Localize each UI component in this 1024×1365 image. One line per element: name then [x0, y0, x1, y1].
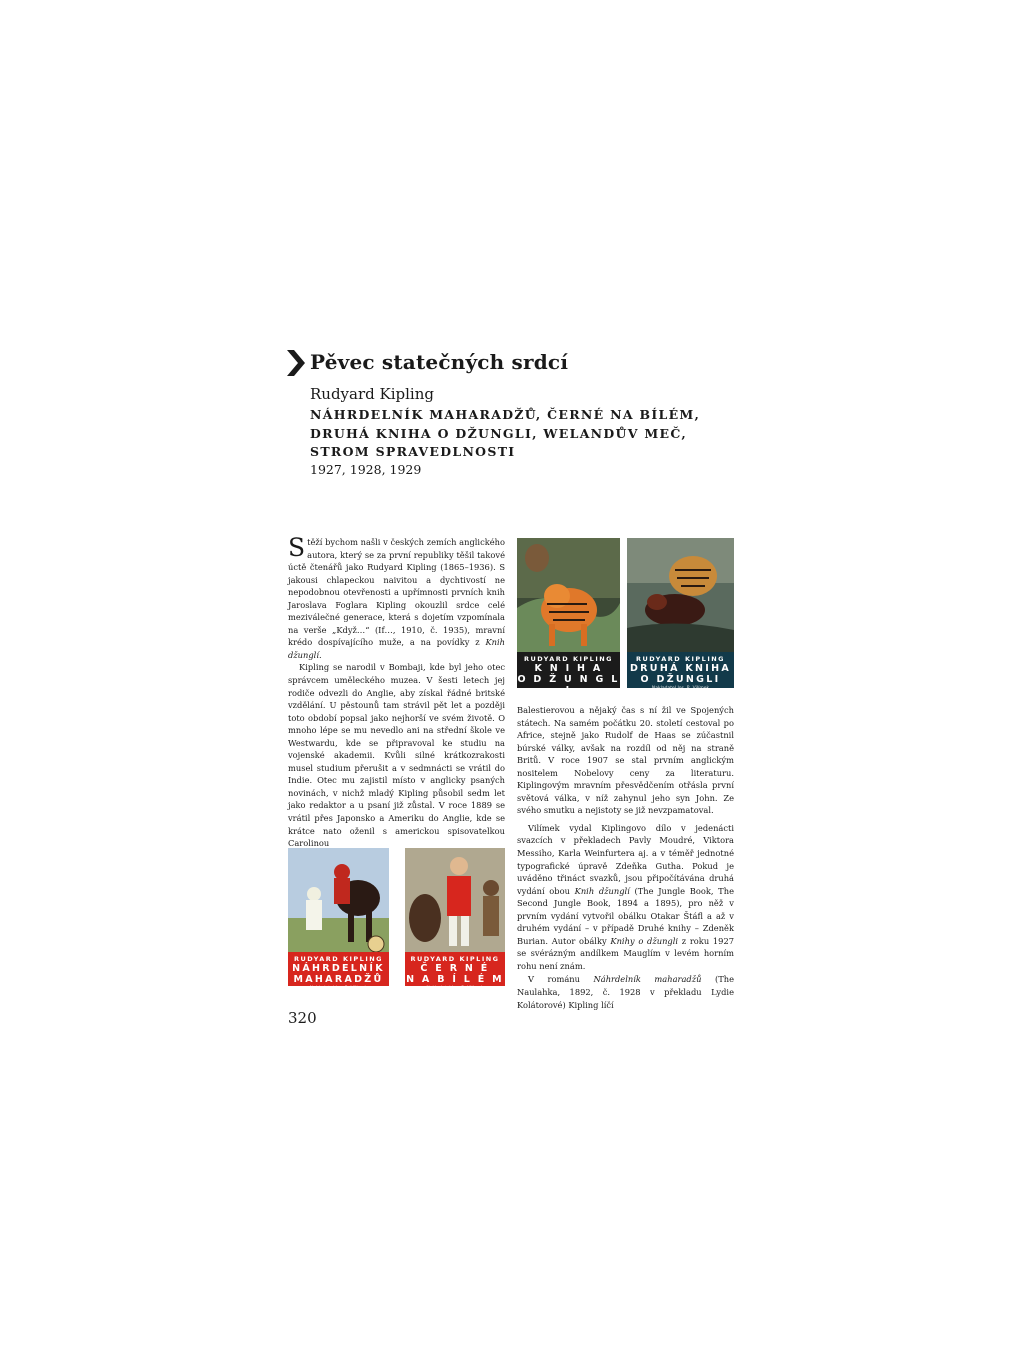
book-cover-nahrdelnik-maharadzu	[288, 848, 389, 991]
book-cover-kniha-o-dzungli	[517, 538, 620, 702]
drop-cap: S	[288, 533, 306, 562]
cover-title-band: RUDYARD KIPLING Č E R N É N A B Í L É M Nakladatel Jos. R. Vilímek	[405, 952, 505, 986]
riders-illustration	[288, 848, 389, 954]
book-titles-line: DRUHÁ KNIHA O DŽUNGLI, WELANDŮV MEČ,	[310, 426, 688, 441]
page-number: 320	[288, 1009, 317, 1027]
cover-title-band: RUDYARD KIPLING DRUHÁ KNIHA O DŽUNGLI Nakladatel Jos. R. Vilímek	[627, 652, 734, 688]
paragraph: Stěží bychom našli v českých zemích anglického autora, který se za první republiky těšil takové úctě čtenářů jako Rudyard Kipling (1865–1936). S jakousi chlapeckou naivitou a dychtivostí ne nepodobnou otevřenosti a upřímnosti prvních knih Jaroslava Foglara Kipling okouzlil srdce celé meziválečné generace, která s dojetím vzpomínala na verše „Když…“ (If…, 1910, č. 1935), mravní krédo dospívajícího muže, a na povídky z Knih džunglí.	[288, 533, 505, 660]
paragraph: Kipling se narodil v Bombaji, kde byl jeho otec správcem uměleckého muzea. V šesti letech jej rodiče odvezli do Anglie, aby získal řádné britské vzdělání. U pěstounů tam strávil pět let a později toto období popsal jako nejhorší ve svém životě. O mnoho lépe se mu nevedlo ani na střední škole ve Westwardu, kde se připravoval ke studiu na vojenské akademii. Kvůli silné krátkozrakosti musel studium přerušit a v sedmnácti se vrátil do Indie. Otec mu zajistil místo v anglicky psaných novinách, v nichž mladý Kipling působil sedm let jako redaktor a u psaní již zůstal. V roce 1889 se vrátil přes Japonsko a Ameriku do Anglie, kde se krátce nato oženil s americkou spisovatelkou Carolinou	[288, 662, 505, 849]
book-titles-line: NÁHRDELNÍK MAHARADŽŮ, ČERNÉ NA BÍLÉM,	[310, 407, 701, 422]
tiger-illustration	[517, 538, 620, 654]
paragraph: V románu Náhrdelník maharadžů (The Naulahka, 1892, č. 1928 v překladu Lydie Kolátorové) Kipling líčí	[517, 974, 734, 1010]
cover-title-band: RUDYARD KIPLING K N I H A O D Ž U N G L I Nakladatel Jos. R. Vilímek	[517, 652, 620, 688]
book-cover-cerne-na-bilem	[405, 848, 505, 991]
figures-illustration	[405, 848, 505, 954]
book-titles-line: STROM SPRAVEDLNOSTI	[310, 444, 516, 459]
tiger-illustration	[627, 538, 734, 652]
page-title: Pěvec statečných srdcí	[310, 350, 569, 374]
text-column-right	[517, 704, 734, 1011]
author-name: Rudyard Kipling	[310, 385, 434, 403]
cover-title-band: RUDYARD KIPLING NÁHRDELNÍK MAHARADŽŮ Nakladatel Jos. R. Vilímek	[288, 952, 389, 986]
book-cover-druha-kniha-o-dzungli	[627, 538, 734, 691]
paragraph: Balestierovou a nějaký čas s ní žil ve Spojených státech. Na samém počátku 20. století cestoval po Africe, stejně jako Rudolf de Haas se zúčastnil búrské války, avšak na rozdíl od něj na straně Britů. V roce 1907 se stal prvním anglickým nositelem Nobelovy ceny za literaturu. Kiplingovým mravním přesvědčením otřásla první světová válka, v níž zahynul jeho syn John. Ze svého smutku a nejistoty se již nevzpamatoval.	[517, 705, 734, 816]
chevron-right-icon	[287, 350, 305, 376]
publication-years: 1927, 1928, 1929	[310, 462, 422, 477]
paragraph: Vilímek vydal Kiplingovo dílo v jedenácti svazcích v překladech Pavly Moudré, Viktora Messiho, Karla Weinfurtera aj. a v téměř jednotné typografické úpravě Zdeňka Gutha. Pokud je uváděno třináct svazků, jsou připočítávána druhá vydání obou Knih džunglí (The Jungle Book, The Second Jungle Book, 1894 a 1895), pro něž v prvním vydání vytvořil obálku Otakar Štáfl a až v druhém vydání – v případě Druhé knihy – Zdeněk Burian. Autor obálky Knihy o džungli z roku 1927 se svérázným andílkem Mauglím v levém horním rohu není znám.	[517, 822, 734, 971]
text-column-left	[288, 533, 505, 850]
